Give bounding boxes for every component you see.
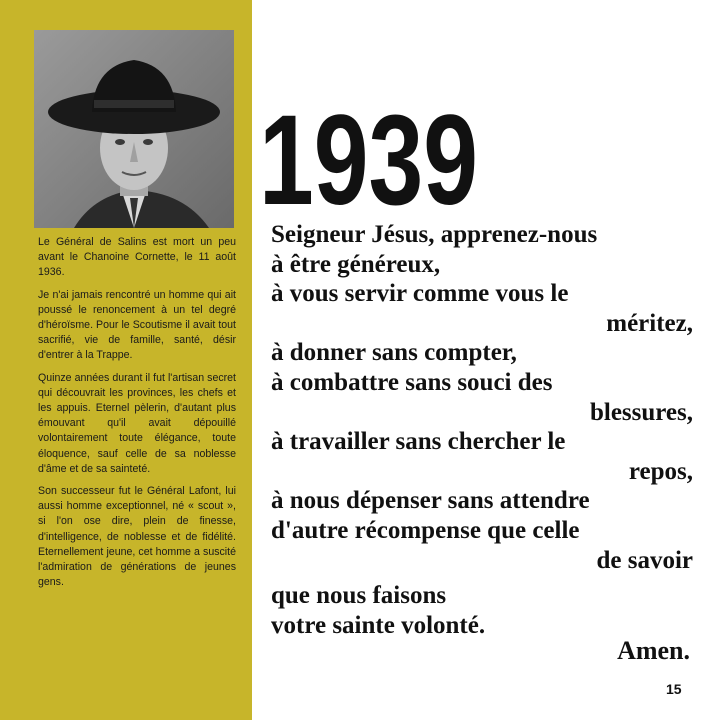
prayer-line: à nous dépenser sans attendre <box>271 487 590 515</box>
portrait-photo <box>34 30 234 228</box>
prayer-line: Seigneur Jésus, apprenez-nous <box>271 221 598 248</box>
prayer-line: à être généreux, <box>271 250 441 278</box>
caption-paragraph: Son successeur fut le Général Lafont, lui aussi homme exceptionnel, né « scout », si l'on ose dire, plein de finesse, d'intelligence, de noblesse et de fidélité. Eternellement jeune, cet homme a suscité l'admiration de générations de jeunes gens. <box>38 485 236 589</box>
prayer-line: à travailler sans chercher le <box>271 428 566 456</box>
prayer-line: votre sainte volonté. <box>271 611 486 639</box>
prayer-line: que nous faisons <box>271 582 447 610</box>
caption-paragraph: Le Général de Salins est mort un peu avant le Chanoine Cornette, le 11 août 1936. <box>38 236 236 279</box>
prayer-line: repos, <box>628 457 693 485</box>
sidebar-panel <box>0 0 252 720</box>
prayer-line: à vous servir comme vous le <box>271 280 569 308</box>
prayer-line: de savoir <box>596 546 693 574</box>
prayer-line: à donner sans compter, <box>271 339 517 367</box>
caption-paragraph: Je n'ai jamais rencontré un homme qui ait poussé le renoncement à un tel degré d'héroïsme. Pour le Scoutisme il avait tout sacrifié, vie de famille, santé, désir d'entrer à la Trappe. <box>38 288 236 362</box>
year-heading <box>259 100 479 210</box>
prayer-line: à combattre sans souci des <box>271 368 553 396</box>
page-number: 15 <box>666 681 682 697</box>
biography-caption <box>38 235 236 597</box>
prayer-line: d'autre récompense que celle <box>271 516 580 544</box>
prayer-line: méritez, <box>606 309 693 337</box>
prayer-line: blessures, <box>589 398 693 426</box>
svg-text:1939: 1939 <box>259 100 478 210</box>
amen-text: Amen. <box>617 636 690 665</box>
portrait-image <box>34 30 234 228</box>
caption-paragraph: Quinze années durant il fut l'artisan secret qui découvrait les provinces, les chefs et les appuis. Eternel pèlerin, d'autant plus émouvant qu'il avait dépouillé volontairement toute élégance, toute éloquence, sauf celle de sa noblesse d'âme et de sa sainteté. <box>38 371 236 475</box>
prayer-text <box>271 220 693 640</box>
